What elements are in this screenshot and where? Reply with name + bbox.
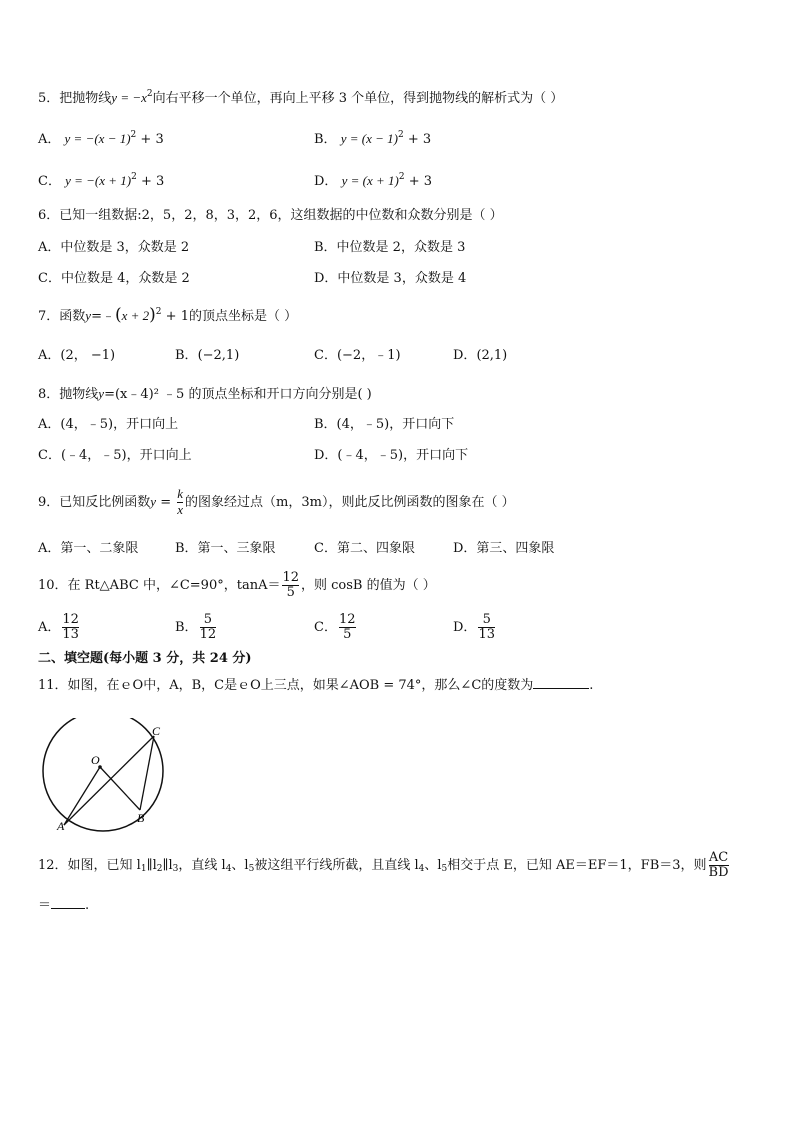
q9-option-b: B．第一、三象限 <box>175 541 276 556</box>
q7-option-a: A．(2， −1) <box>38 348 116 363</box>
q8-option-b: B．(4，﹣5)，开口向下 <box>314 417 455 432</box>
label-a: A <box>57 819 65 833</box>
q8-option-c: C．(﹣4，﹣5)，开口向上 <box>38 448 192 463</box>
q11-stem: 11．如图，在ｅO中，A，B，C是ｅO上三点，如果∠AOB = 74°，那么∠C的度数为 . <box>38 678 594 693</box>
q5-stem: 5．把抛物线$y = -x^2$向右平移一个单位，再向上平移 3 个单位，得到抛物线的解析式为（ ） <box>38 89 564 106</box>
q12-answer-line: ＝ . <box>38 898 90 913</box>
q10-stem: 10．在 Rt△ABC 中，∠C=90°，tanA＝ $\frac{12}{5}$ ，则 cosB 的值为（ ） <box>38 570 436 600</box>
q10-option-a: A． $\frac{12}{13}$ <box>38 612 79 642</box>
q8-option-a: A．(4，﹣5)，开口向上 <box>38 417 179 432</box>
q10-option-d: D． $\frac{5}{13}$ <box>453 612 495 642</box>
q6-option-d: D．中位数是 3，众数是 4 <box>314 271 467 286</box>
q10-option-c: C． $\frac{12}{5}$ <box>314 612 356 642</box>
q6-option-c: C．中位数是 4，众数是 2 <box>38 271 190 286</box>
q10-fraction: $\frac{12}{5}$ <box>282 570 300 600</box>
q9-option-a: A．第一、二象限 <box>38 541 139 556</box>
q5-option-c: C． $y = -(x + 1)^2 + 3$ <box>38 172 165 189</box>
label-c: C <box>152 724 161 738</box>
q5-option-b: B． $y = (x - 1)^2 + 3$ <box>314 130 432 147</box>
q6-option-a: A．中位数是 3，众数是 2 <box>38 240 190 255</box>
q7-option-d: D．(2,1) <box>453 348 508 363</box>
q10-option-b: B． $\frac{5}{12}$ <box>175 612 217 642</box>
label-o: O <box>91 753 100 767</box>
segment-ob <box>100 767 140 810</box>
circle-diagram <box>30 718 180 838</box>
q6-option-b: B．中位数是 2，众数是 3 <box>314 240 466 255</box>
q7-option-b: B．(−2,1) <box>175 348 240 363</box>
q9-option-c: C．第二、四象限 <box>314 541 415 556</box>
q7-option-c: C．(−2，﹣1) <box>314 348 401 363</box>
section-heading: 二、填空题(每小题 3 分，共 24 分) <box>38 651 252 666</box>
answer-blank <box>533 676 589 689</box>
q12-fraction: $\frac{AC}{BD}$ <box>708 850 729 880</box>
q8-option-d: D．(﹣4，﹣5)，开口向下 <box>314 448 469 463</box>
q6-stem: 6．已知一组数据:2，5，2，8，3，2，6，这组数据的中位数和众数分别是（ ） <box>38 208 503 223</box>
q9-option-d: D．第三、四象限 <box>453 541 555 556</box>
q9-stem: 9．已知反比例函数y = $\frac{k}{x}$ 的图象经过点（m，3m），则此反比例函数的图象在（ ） <box>38 486 515 517</box>
q8-stem: 8．抛物线y=(x﹣4)² ﹣5 的顶点坐标和开口方向分别是( ) <box>38 386 372 402</box>
q5-option-d: D． $y = (x + 1)^2 + 3$ <box>314 172 432 189</box>
segment-oa <box>64 767 100 825</box>
circle-o <box>43 718 163 831</box>
q7-stem: 7．函数y=﹣(x + 2)$^2$ + 1的顶点坐标是（ ） <box>38 305 298 325</box>
q9-fraction: $\frac{k}{x}$ <box>177 486 184 517</box>
label-b: B <box>137 811 145 825</box>
q12-stem: 12．如图，已知 $l_1\parallel l_2\parallel l_3$，直线 $l_4$、$l_5$被这组平行线所截，且直线 $l_4$、$l_5$相交于点 E，已知 AE＝EF＝1，FB＝3，则 $\frac{AC}{BD}$ <box>38 850 729 880</box>
q5-option-a: A． $y = -(x - 1)^2 + 3$ <box>38 130 164 147</box>
answer-blank <box>51 896 85 909</box>
